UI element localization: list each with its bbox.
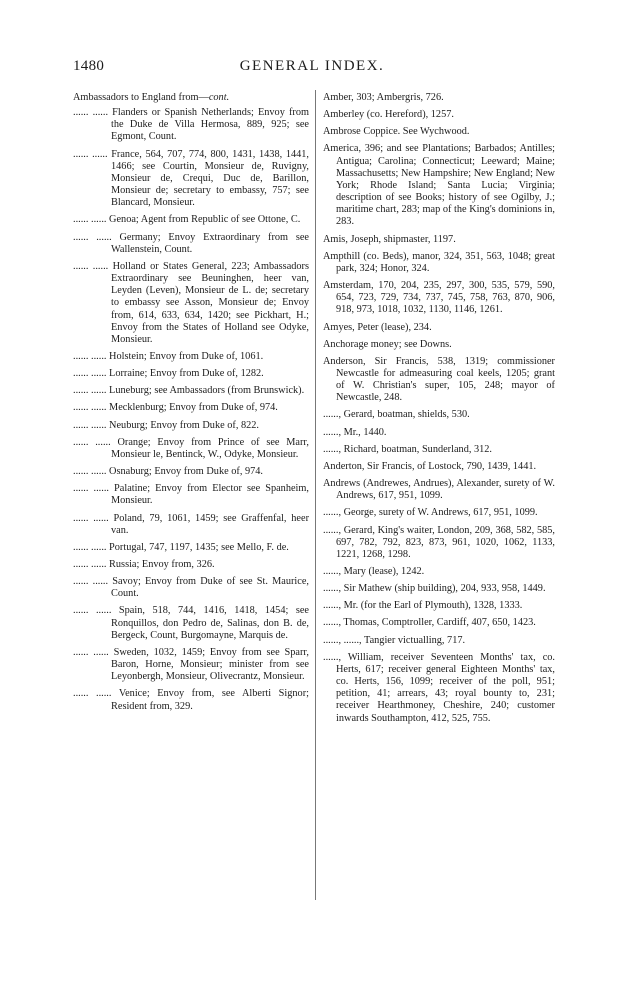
index-entry: ......, ......, Tangier victualling, 717. [323,634,466,646]
index-entry: ...... ...... Genoa; Agent from Republic of see Ottone, C. [73,214,301,226]
index-entry: ......, Sir Mathew (ship building), 204, 933, 958, 1449. [323,583,546,595]
running-title: GENERAL INDEX. [239,58,385,74]
index-entry: ......, Gerard, King's waiter, London, 209, 368, 582, 585, 697, 782, 792, 823, 873, 961, 1020, 1062, 1133, 1221, 1268, 1298. [323,524,555,560]
index-entry: ...... ...... Orange; Envoy from Prince of see Marr, Monsieur le, Bentinck, W., Odyke, Monsieur. [73,436,309,460]
index-entry: America, 396; and see Plantations; Barbados; Antilles; Antigua; Carolina; Connecticut; Leeward; Maine; Massachusetts; New Hampshire; New England; New York; Rhode Island; Santa Lucia; Virginia; description of see Books; history of see Ogilby, J.; maritime chart, 283; map of the King's dominions in, 283. [323,143,555,228]
index-entry: ...... ...... Venice; Envoy from, see Alberti Signor; Resident from, 329. [73,688,309,712]
index-entry: ......, Thomas, Comptroller, Cardiff, 407, 650, 1423. [323,617,536,629]
index-entry: ...... ...... Savoy; Envoy from Duke of see St. Maurice, Count. [73,576,309,600]
continued-heading [73,92,309,104]
index-entry: ...... ...... Germany; Envoy Extraordinary from see Wallenstein, Count. [73,231,309,255]
index-entry: ...... ...... Russia; Envoy from, 326. [73,559,215,570]
index-entry: ......, Mr. (for the Earl of Plymouth), 1328, 1333. [323,600,523,612]
index-entry: Amsterdam, 170, 204, 235, 297, 300, 535, 579, 590, 654, 723, 729, 734, 737, 745, 758, 763, 870, 906, 918, 973, 1018, 1032, 1130, 1146, 1261. [323,280,555,316]
index-entry: Andrews (Andrewes, Andrues), Alexander, surety of W. Andrews, 617, 951, 1099. [323,478,555,502]
right-column [323,92,555,730]
index-entry: ...... ...... Lorraine; Envoy from Duke of, 1282. [73,368,264,380]
page-header [0,58,624,80]
index-entry: ...... ...... Portugal, 747, 1197, 1435; see Mello, F. de. [73,541,289,553]
index-entry: ......, Mary (lease), 1242. [323,566,425,577]
index-entry: ......, Gerard, boatman, shields, 530. [323,409,470,421]
index-entry: ......, George, surety of W. Andrews, 617, 951, 1099. [323,507,538,519]
index-entry: Anderson, Sir Francis, 538, 1319; commissioner Newcastle for admeasuring coal keels, 1205; grant of W. Christian's super, 105, 248; mayor of Newcastle, 248. [323,355,555,404]
index-entry: ...... ...... Luneburg; see Ambassadors (from Brunswick). [73,385,305,397]
index-entry: ...... ...... Holland or States General, 223; Ambassadors Extraordinary see Beuninghen, heer van, Leyden (Leven), Monsieur de L. de; secretary to embassy see Asson, Monsieur de; Envoy from, 614, 633, 634, 1420; see Pickhart, H.; Envoy from the States of Holland see Odyke, Monsieur. [73,260,309,345]
index-entry: Amyes, Peter (lease), 234. [323,321,432,333]
index-entry: ...... ...... France, 564, 707, 774, 800, 1431, 1438, 1441, 1466; see Courtin, Monsieur de, Ruvigny, Monsieur de, Crequi, Duc de, Barillon, Monsieur de; secretary to embassy, 757; see Blancard, Monsieur. [73,148,309,209]
index-entry: ...... ...... Neuburg; Envoy from Duke of, 822. [73,419,259,431]
index-entry: ......, Richard, boatman, Sunderland, 312. [323,443,493,455]
index-entry: ...... ...... Poland, 79, 1061, 1459; see Graffenfal, heer van. [73,512,309,536]
index-entry: Ambrose Coppice. See Wychwood. [323,126,470,138]
index-entry: ...... ...... Sweden, 1032, 1459; Envoy from see Sparr, Baron, Horne, Monsieur; minister from see Leyonbergh, Monsieur, Olivecrantz, Monsieur. [73,646,309,683]
index-entry: ......, Mr., 1440. [323,426,387,438]
page-number: 1480 [73,58,105,74]
index-entry: Amis, Joseph, shipmaster, 1197. [323,233,456,245]
heading-cont: cont. [208,92,230,103]
index-entry: ...... ...... Osnaburg; Envoy from Duke of, 974. [73,466,263,478]
heading-text: Ambassadors to England from— [73,92,209,103]
column-divider [315,90,316,900]
index-entry: ...... ...... Spain, 518, 744, 1416, 1418, 1454; see Ronquillos, don Pedro de, Salinas, don B. de, Bergeck, Count, Burgomayne, Marquis de. [73,605,309,641]
index-entry: ......, William, receiver Seventeen Months' tax, co. Herts, 617; receiver general Eighteen Months' tax, co. Herts, 156, 1099; receiver of the poll, 951; petition, 41; arrears, 43; royal bounty to, 231; receiver Hearthmoney, Cheshire, 240; customer inwards Southampton, 412, 525, 755. [323,651,555,724]
index-entry: ...... ...... Palatine; Envoy from Elector see Spanheim, Monsieur. [73,483,309,507]
index-entry: Amber, 303; Ambergris, 726. [323,92,444,103]
index-entry: ...... ...... Mecklenburg; Envoy from Duke of, 974. [73,402,278,414]
index-entry: Anderton, Sir Francis, of Lostock, 790, 1439, 1441. [323,460,537,472]
index-entry: ...... ...... Holstein; Envoy from Duke of, 1061. [73,350,264,362]
index-entry: Anchorage money; see Downs. [323,338,452,350]
index-entry: ...... ...... Flanders or Spanish Netherlands; Envoy from the Duke de Villa Hermosa, 889, 925; see Egmont, Count. [73,107,309,143]
left-column [73,92,309,718]
index-entry: Ampthill (co. Beds), manor, 324, 351, 563, 1048; great park, 324; Honor, 324. [323,250,555,274]
index-entry: Amberley (co. Hereford), 1257. [323,109,454,121]
